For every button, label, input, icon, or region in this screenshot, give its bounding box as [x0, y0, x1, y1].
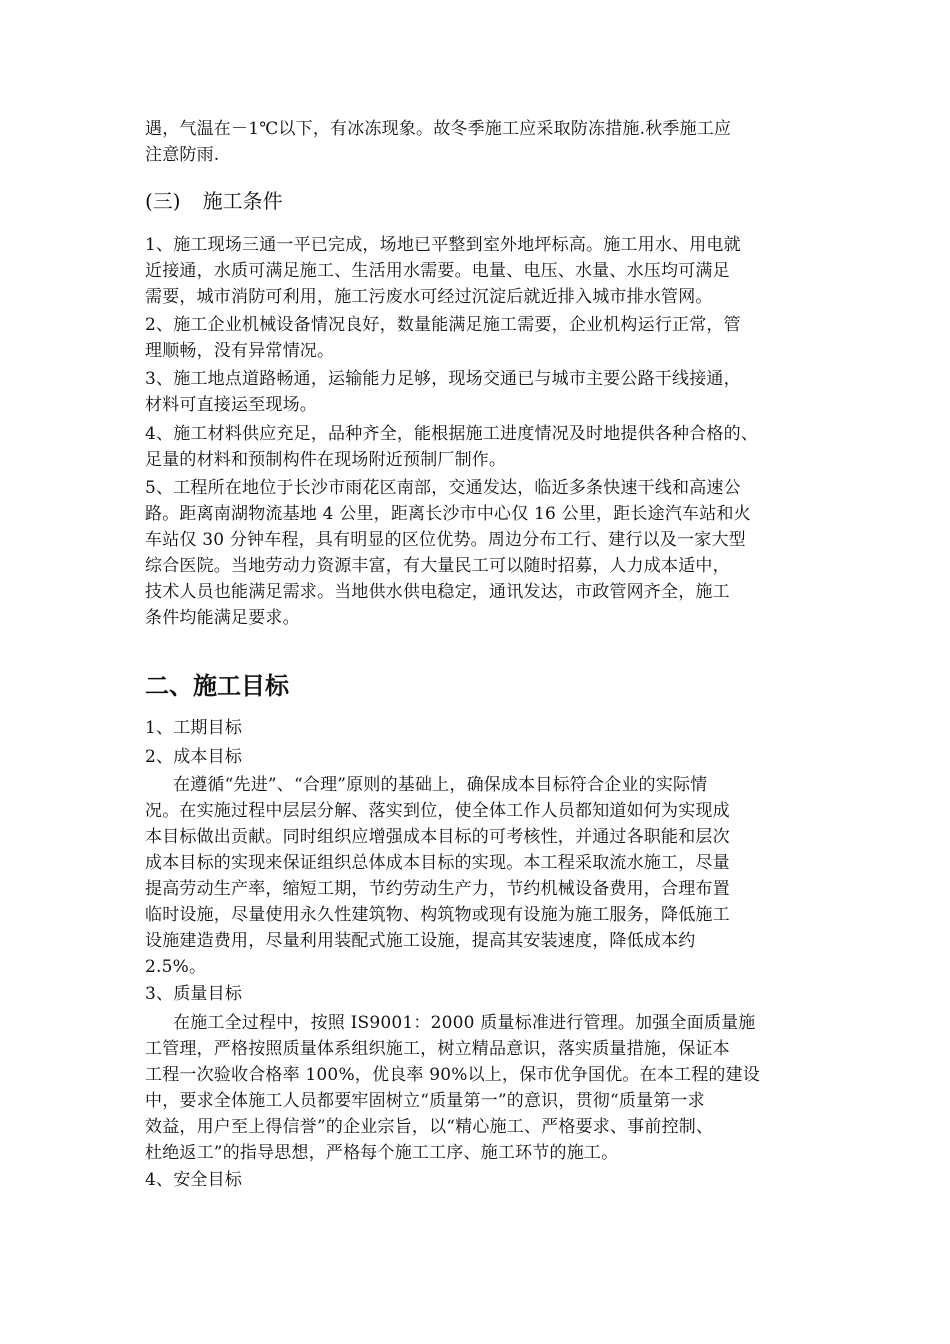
- condition-line: 车站仅 30 分钟车程，具有明显的区位优势。周边分布工行、建行以及一家大型: [145, 530, 746, 550]
- cost-line: 2.5%。: [145, 957, 207, 977]
- quality-line: 在施工全过程中，按照 IS9001：2000 质量标准进行管理。加强全面质量施: [173, 1013, 756, 1033]
- condition-line: 足量的材料和预制构件在现场附近预制厂制作。: [145, 450, 507, 470]
- cost-line: 本目标做出贡献。同时组织应增强成本目标的可考核性，并通过各职能和层次: [145, 827, 730, 847]
- condition-line: 近接通，水质可满足施工、生活用水需要。电量、电压、水量、水压均可满足: [145, 261, 730, 281]
- cost-line: 提高劳动生产率，缩短工期，节约劳动生产力，节约机械设备费用，合理布置: [145, 879, 730, 899]
- section-number: (三): [145, 189, 181, 213]
- condition-line: 需要，城市消防可利用，施工污废水可经过沉淀后就近排入城市排水管网。: [145, 287, 713, 307]
- goal-item: 1、工期目标: [145, 718, 243, 738]
- cost-line: 临时设施，尽量使用永久性建筑物、构筑物或现有设施为施工服务，降低施工: [145, 905, 730, 925]
- condition-line: 路。距离南湖物流基地 4 公里，距离长沙市中心仅 16 公里，距长途汽车站和火: [145, 504, 751, 524]
- condition-line: 2、施工企业机械设备情况良好，数量能满足施工需要，企业机构运行正常，管: [145, 315, 741, 335]
- condition-line: 综合医院。当地劳动力资源丰富，有大量民工可以随时招募，人力成本适中，: [145, 556, 730, 576]
- condition-line: 5、工程所在地位于长沙市雨花区南部，交通发达，临近多条快速干线和高速公: [145, 478, 741, 498]
- quality-line: 工管理，严格按照质量体系组织施工，树立精品意识，落实质量措施，保证本: [145, 1039, 730, 1059]
- condition-line: 1、施工现场三通一平已完成，场地已平整到室外地坪标高。施工用水、用电就: [145, 235, 741, 255]
- condition-line: 技术人员也能满足需求。当地供水供电稳定，通讯发达，市政管网齐全，施工: [145, 582, 730, 602]
- section-heading-3: [145, 187, 283, 215]
- condition-line: 理顺畅，没有异常情况。: [145, 341, 335, 361]
- condition-line: 材料可直接运至现场。: [145, 395, 317, 415]
- cost-line: 设施建造费用，尽量利用装配式施工设施，提高其安装速度，降低成本约: [145, 931, 696, 951]
- quality-line: 效益，用户至上得信誉”的企业宗旨，以“精心施工、严格要求、事前控制、: [145, 1117, 714, 1137]
- quality-line: 杜绝返工”的指导思想，严格每个施工工序、施工环节的施工。: [145, 1143, 619, 1163]
- condition-line: 4、施工材料供应充足，品种齐全，能根据施工进度情况及时地提供各种合格的、: [145, 424, 759, 444]
- intro-line: 遇，气温在－1℃以下，有冰冻现象。故冬季施工应采取防冻措施.秋季施工应: [145, 119, 732, 139]
- condition-line: 3、施工地点道路畅通，运输能力足够，现场交通已与城市主要公路干线接通，: [145, 369, 741, 389]
- quality-line: 中，要求全体施工人员都要牢固树立“质量第一”的意识，贯彻“质量第一求: [145, 1091, 705, 1111]
- condition-line: 条件均能满足要求。: [145, 608, 300, 628]
- intro-line: 注意防雨.: [145, 145, 220, 165]
- cost-line: 在遵循“先进”、“合理”原则的基础上，确保成本目标符合企业的实际情: [173, 775, 708, 795]
- cost-line: 成本目标的实现来保证组织总体成本目标的实现。本工程采取流水施工，尽量: [145, 853, 730, 873]
- section-title: 施工条件: [202, 189, 283, 213]
- goal-item: 4、安全目标: [145, 1170, 243, 1190]
- section-heading-2: 二、施工目标: [145, 672, 289, 700]
- goal-item: 3、质量目标: [145, 984, 243, 1004]
- quality-line: 工程一次验收合格率 100%，优良率 90%以上，保市优争国优。在本工程的建设: [145, 1065, 760, 1085]
- cost-line: 况。在实施过程中层层分解、落实到位，使全体工作人员都知道如何为实现成: [145, 801, 730, 821]
- goal-item: 2、成本目标: [145, 747, 243, 767]
